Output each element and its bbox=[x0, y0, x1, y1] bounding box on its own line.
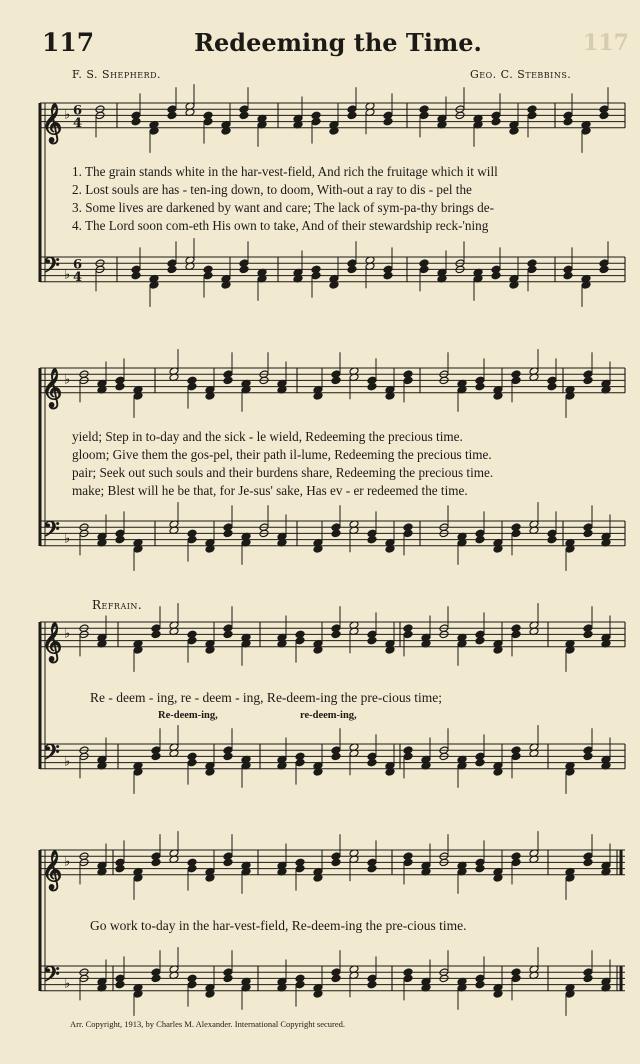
r1-treble-note bbox=[295, 636, 305, 645]
refrain-lyric-1: Re - deem - ing, re - deem - ing, Re-deem-ing the pre-cious time; bbox=[90, 690, 443, 705]
refrain-label: Refrain. bbox=[92, 598, 143, 612]
s1-treble-time-bottom: 4 bbox=[73, 115, 83, 131]
s2-treble-flat: ♭ bbox=[64, 372, 71, 388]
r2-bass-note bbox=[151, 974, 161, 983]
r1-bass-note bbox=[223, 752, 233, 761]
s2-bass-note bbox=[583, 529, 593, 538]
r1-treble-note bbox=[367, 636, 377, 645]
refrain-lyric-2: Go work to-day in the har-vest-field, Re-deem-ing the pre-cious time. bbox=[90, 918, 467, 933]
s1-bass-note bbox=[383, 271, 393, 280]
s1-treble-note bbox=[311, 117, 321, 126]
s2-bass-note bbox=[367, 535, 377, 544]
r2-treble-note bbox=[403, 858, 413, 867]
verse-line-3a: 3. Some lives are darkened by want and care; The lack of sym-pa-thy brings de- bbox=[72, 200, 494, 215]
r2-bass-note bbox=[223, 974, 233, 983]
r2-bass-note bbox=[295, 980, 305, 989]
verse-line-4a: 4. The Lord soon com-eth His own to take, And of their stewardship reck-'ning bbox=[72, 218, 489, 233]
r2-bass-flat: ♭ bbox=[64, 976, 71, 992]
r2-bass-note bbox=[331, 974, 341, 983]
refrain-cue-2: re-deem-ing, bbox=[300, 710, 357, 721]
r1-bass-note bbox=[583, 752, 593, 761]
s2-bass-note bbox=[547, 535, 557, 544]
s2-treble-note bbox=[223, 376, 233, 385]
s1-treble-note bbox=[527, 111, 537, 120]
s1-bass-note bbox=[239, 265, 249, 274]
r1-treble-note bbox=[187, 636, 197, 645]
s1-bass-note bbox=[203, 271, 213, 280]
r1-bass-flat: ♭ bbox=[64, 754, 71, 770]
s2-treble-note bbox=[367, 382, 377, 391]
s2-treble-treble-clef: 𝄞 bbox=[42, 367, 63, 408]
s2-bass-note bbox=[475, 535, 485, 544]
s1-bass-flat: ♭ bbox=[64, 267, 71, 283]
r2-treble-note bbox=[367, 864, 377, 873]
s1-treble-treble-clef: 𝄞 bbox=[42, 102, 63, 143]
s1-bass-note bbox=[599, 265, 609, 274]
s2-bass-bass-clef: 𝄢 bbox=[43, 517, 60, 548]
s1-bass-note bbox=[131, 271, 141, 280]
r2-treble-note bbox=[475, 864, 485, 873]
r1-treble-note bbox=[475, 636, 485, 645]
s1-bass-note bbox=[491, 271, 501, 280]
s1-treble-note bbox=[131, 117, 141, 126]
r2-treble-note bbox=[511, 858, 521, 867]
s1-treble-flat: ♭ bbox=[64, 107, 71, 123]
r2-bass-note bbox=[583, 974, 593, 983]
s1-treble-note bbox=[239, 111, 249, 120]
r2-bass-note bbox=[115, 980, 125, 989]
hymn-number: 117 bbox=[42, 28, 95, 57]
s2-treble-note bbox=[511, 376, 521, 385]
r2-bass-note bbox=[475, 980, 485, 989]
r2-bass-note bbox=[511, 974, 521, 983]
r1-treble-note bbox=[223, 630, 233, 639]
r1-treble-note bbox=[583, 630, 593, 639]
s2-bass-flat: ♭ bbox=[64, 531, 71, 547]
r2-treble-note bbox=[583, 858, 593, 867]
s1-bass-note bbox=[419, 265, 429, 274]
s2-treble-note bbox=[403, 376, 413, 385]
composer-credit: Geo. C. Stebbins. bbox=[470, 68, 572, 81]
r2-treble-treble-clef: 𝄞 bbox=[42, 849, 63, 890]
verse-line-1b: yield; Step in to-day and the sick - le wield, Redeeming the precious time. bbox=[72, 429, 463, 444]
verse-line-1a: 1. The grain stands white in the har-vest-field, And rich the fruitage which it will bbox=[72, 164, 498, 179]
r2-bass-bass-clef: 𝄢 bbox=[43, 962, 60, 993]
s1-treble-note bbox=[563, 117, 573, 126]
s1-treble-note bbox=[491, 117, 501, 126]
s1-treble-note bbox=[419, 111, 429, 120]
s1-bass-note bbox=[311, 271, 321, 280]
r1-bass-note bbox=[367, 758, 377, 767]
verse-line-4b: make; Blest will he be that, for Je-sus' sake, Has ev - er redeemed the time. bbox=[72, 483, 468, 498]
r1-treble-note bbox=[511, 630, 521, 639]
r1-treble-note bbox=[403, 630, 413, 639]
s2-bass-note bbox=[115, 535, 125, 544]
verse-line-2b: gloom; Give them the gos-pel, their path il-lume, Redeeming the precious time. bbox=[72, 447, 492, 462]
r2-treble-note bbox=[115, 864, 125, 873]
r1-treble-flat: ♭ bbox=[64, 626, 71, 642]
r1-bass-note bbox=[151, 752, 161, 761]
r1-treble-treble-clef: 𝄞 bbox=[42, 621, 63, 662]
r1-bass-note bbox=[295, 758, 305, 767]
verse-line-3b: pair; Seek out such souls and their burdens share, Redeeming the precious time. bbox=[72, 465, 494, 480]
s1-treble-note bbox=[167, 111, 177, 120]
s2-bass-note bbox=[331, 529, 341, 538]
s2-bass-note bbox=[403, 529, 413, 538]
s2-treble-note bbox=[475, 382, 485, 391]
r1-bass-bass-clef: 𝄢 bbox=[43, 740, 60, 771]
r2-treble-note bbox=[223, 858, 233, 867]
s1-bass-note bbox=[563, 271, 573, 280]
r2-bass-note bbox=[187, 980, 197, 989]
s1-treble-time-top: 6 bbox=[73, 103, 83, 119]
s2-treble-note bbox=[583, 376, 593, 385]
s2-bass-note bbox=[223, 529, 233, 538]
r2-treble-note bbox=[187, 864, 197, 873]
r1-bass-note bbox=[403, 752, 413, 761]
s2-treble-note bbox=[331, 376, 341, 385]
refrain-cue-1: Re-deem-ing, bbox=[158, 710, 218, 721]
faint-page-mark: 117 bbox=[583, 30, 629, 56]
s1-treble-note bbox=[383, 117, 393, 126]
s1-bass-bass-clef: 𝄢 bbox=[43, 253, 60, 284]
author-credit: F. S. Shepherd. bbox=[72, 68, 162, 81]
r1-treble-note bbox=[331, 630, 341, 639]
r1-treble-note bbox=[151, 630, 161, 639]
r1-bass-note bbox=[475, 758, 485, 767]
s1-bass-note bbox=[347, 265, 357, 274]
r1-bass-note bbox=[331, 752, 341, 761]
r2-treble-note bbox=[151, 858, 161, 867]
r2-treble-note bbox=[331, 858, 341, 867]
s1-treble-note bbox=[599, 111, 609, 120]
s2-bass-note bbox=[187, 535, 197, 544]
s1-treble-note bbox=[203, 117, 213, 126]
s1-treble-note bbox=[347, 111, 357, 120]
s1-bass-time-bottom: 4 bbox=[73, 269, 83, 285]
s2-treble-note bbox=[547, 382, 557, 391]
s1-bass-note bbox=[527, 265, 537, 274]
r1-bass-note bbox=[187, 758, 197, 767]
r1-bass-note bbox=[511, 752, 521, 761]
r2-treble-flat: ♭ bbox=[64, 854, 71, 870]
s1-bass-note bbox=[167, 265, 177, 274]
s2-bass-note bbox=[511, 529, 521, 538]
s1-bass-time-top: 6 bbox=[73, 257, 83, 273]
hymn-title: Redeeming the Time. bbox=[194, 28, 482, 57]
s2-treble-note bbox=[115, 382, 125, 391]
r2-bass-note bbox=[403, 974, 413, 983]
copyright-notice: Arr. Copyright, 1913, by Charles M. Alexander. International Copyright secured. bbox=[70, 1019, 346, 1029]
verse-line-2a: 2. Lost souls are has - ten-ing down, to doom, With-out a ray to dis - pel the bbox=[72, 182, 472, 197]
r2-treble-note bbox=[295, 864, 305, 873]
s2-treble-note bbox=[187, 382, 197, 391]
r2-bass-note bbox=[367, 980, 377, 989]
